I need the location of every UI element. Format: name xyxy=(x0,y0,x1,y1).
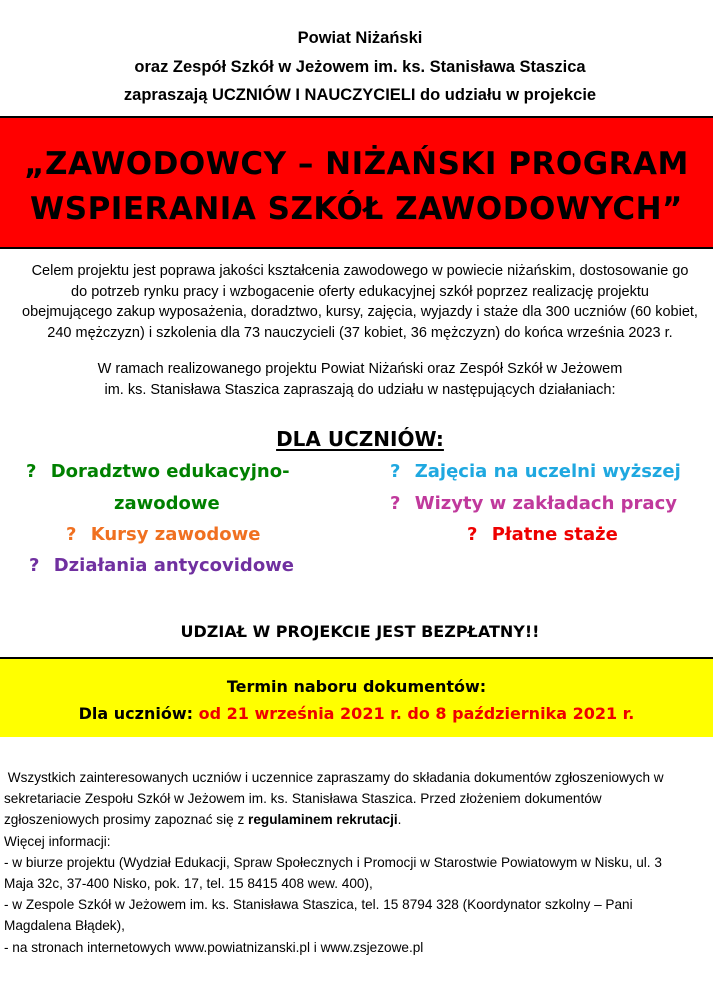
contact-line: - w Zespole Szkół w Jeżowem im. ks. Stanisława Staszica, tel. 15 8794 328 (Koordynator szkolny – Pani xyxy=(4,897,633,913)
bullet-icon: ? xyxy=(467,524,478,545)
bullet-icon: ? xyxy=(66,524,77,545)
activity-item-paid-internships xyxy=(467,519,618,551)
details-text: zgłoszeniowych prosimy zapoznać się z xyxy=(4,812,249,828)
activity-label: Wizyty w zakładach pracy xyxy=(414,493,677,514)
recruitment-dates: od 21 września 2021 r. do 8 października 2021 r. xyxy=(198,704,635,723)
bullet-icon: ? xyxy=(29,555,40,576)
bullet-icon: ? xyxy=(26,461,37,482)
contact-line: Maja 32c, 37-400 Nisko, pok. 17, tel. 15 8415 408 wew. 400), xyxy=(4,876,373,892)
header-line-1: Powiat Niżański xyxy=(297,29,423,47)
details-line xyxy=(4,809,716,830)
activity-item-workplace-visits xyxy=(390,488,677,520)
header-line-2: oraz Zespół Szkół w Jeżowem im. ks. Stanisława Staszica xyxy=(134,57,586,76)
project-title-line-1: „ZAWODOWCY – NIŻAŃSKI PROGRAM xyxy=(24,146,689,182)
application-details xyxy=(4,767,716,958)
contact-line: - na stronach internetowych www.powiatnizanski.pl i www.zsjezowe.pl xyxy=(4,939,424,955)
invitation-line: im. ks. Stanisława Staszica zapraszają do udziału w następujących działaniach: xyxy=(104,381,616,398)
description-line: 240 mężczyzn) i szkolenia dla 73 nauczycieli (37 kobiet, 36 mężczyzn) do końca września 2023 r. xyxy=(47,324,673,341)
invitation-text xyxy=(0,359,720,400)
project-description xyxy=(0,261,720,343)
activity-item-university-classes xyxy=(390,456,681,488)
recruitment-rules-link: regulaminem rekrutacji xyxy=(248,812,398,828)
description-line: do potrzeb rynku pracy i wzbogacenie oferty edukacyjnej szkół poprzez realizację projektu xyxy=(71,283,649,300)
students-heading-text: DLA UCZNIÓW: xyxy=(276,427,444,451)
recruitment-label: Dla uczniów: xyxy=(78,704,194,723)
recruitment-dates-line xyxy=(0,701,713,727)
project-title-banner xyxy=(0,116,713,249)
details-line: Wszystkich zainteresowanych uczniów i uczennice zapraszamy do składania dokumentów zgłoszeniowych w xyxy=(4,770,664,785)
bullet-icon: ? xyxy=(390,461,401,482)
activity-label: Płatne staże xyxy=(491,524,618,545)
project-title-line-2: WSPIERANIA SZKÓŁ ZAWODOWYCH” xyxy=(30,191,683,227)
header-line-3: zapraszają UCZNIÓW I NAUCZYCIELI do udziału w projekcie xyxy=(123,86,597,104)
activity-item-vocational-courses xyxy=(66,519,260,551)
description-line: Celem projektu jest poprawa jakości kształcenia zawodowego w powiecie niżańskim, dostosowanie go xyxy=(31,263,689,279)
contact-line: - w biurze projektu (Wydział Edukacji, Spraw Społecznych i Promocji w Starostwie Powiatowym w Nisku, ul. 3 xyxy=(4,854,662,870)
activity-item-career-counseling-cont xyxy=(114,488,220,520)
activity-label: Doradztwo edukacyjno- xyxy=(50,461,290,482)
details-text: . xyxy=(397,812,402,828)
activity-label: Działania antycovidowe xyxy=(53,555,295,576)
activity-label: Zajęcia na uczelni wyższej xyxy=(414,461,681,482)
activity-item-career-counseling xyxy=(26,456,290,488)
project-title xyxy=(0,142,713,232)
contact-line: Magdalena Błądek), xyxy=(4,918,125,934)
bullet-icon: ? xyxy=(390,493,401,514)
more-info-label: Więcej informacji: xyxy=(4,833,111,849)
details-line: sekretariacie Zespołu Szkół w Jeżowem im. ks. Stanisława Staszica. Przed złożeniem dokumentów xyxy=(4,791,602,807)
recruitment-title: Termin naboru dokumentów: xyxy=(226,677,487,696)
recruitment-deadline-box xyxy=(0,657,713,737)
students-section-heading xyxy=(0,425,720,453)
organizers-header xyxy=(0,24,720,110)
free-participation-note: UDZIAŁ W PROJEKCIE JEST BEZPŁATNY!! xyxy=(180,622,540,641)
activity-item-anti-covid xyxy=(29,550,294,582)
activity-label: zawodowe xyxy=(114,493,220,514)
invitation-line: W ramach realizowanego projektu Powiat Niżański oraz Zespół Szkół w Jeżowem xyxy=(97,361,623,377)
description-line: obejmującego zakup wyposażenia, doradztwo, kursy, zajęcia, wyjazdy i staże dla 300 uczniów (60 kobiet, xyxy=(22,304,698,320)
activity-label: Kursy zawodowe xyxy=(90,524,261,545)
